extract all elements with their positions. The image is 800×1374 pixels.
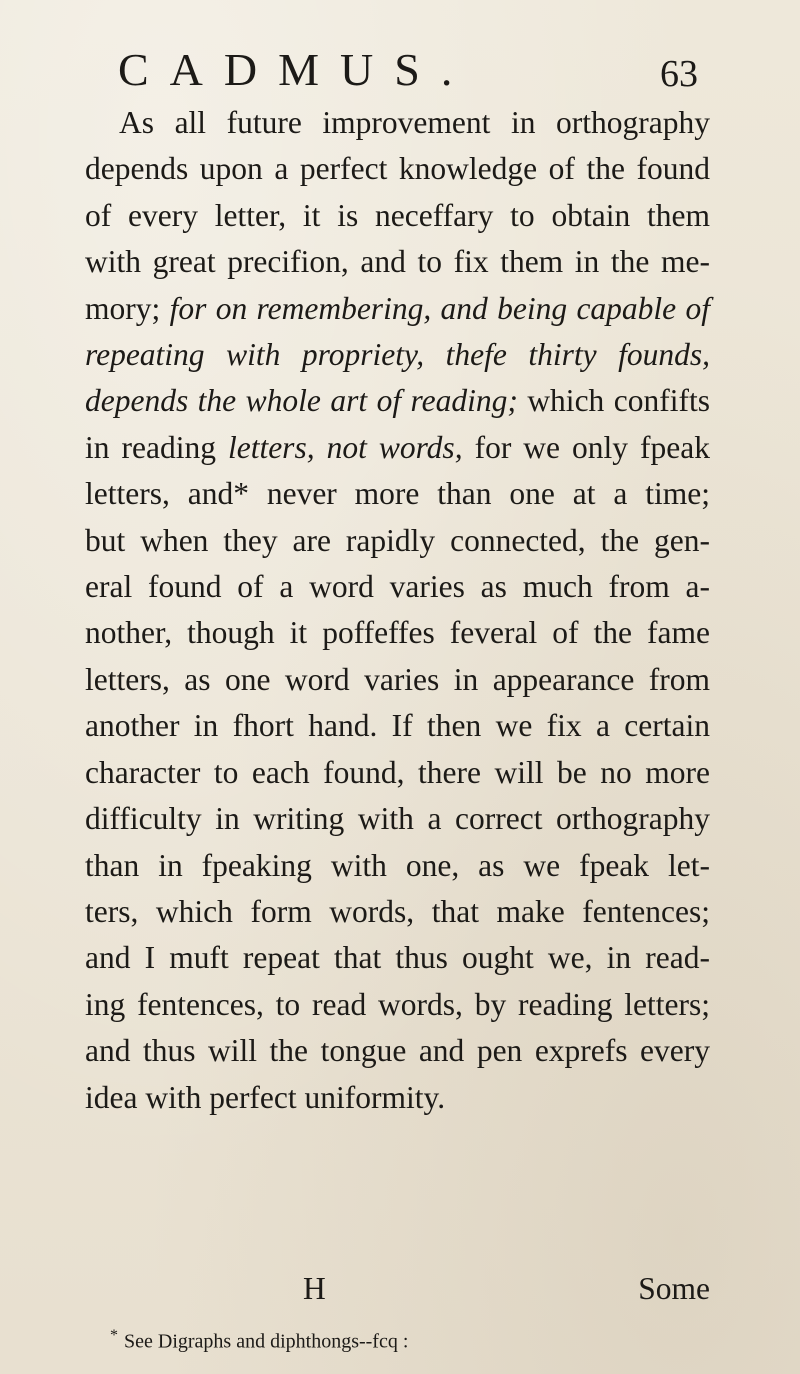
footnote-marker: *	[110, 1327, 118, 1344]
text-line: depends upon a perfect knowledge of the found	[85, 151, 710, 187]
text-line: than in fpeaking with one, as we fpeak let-	[85, 847, 710, 883]
running-head	[118, 40, 698, 100]
text-line: difficulty in writing with a correct orthography	[85, 801, 710, 837]
text-line	[85, 425, 710, 471]
italic-phrase: for on remembering, and being capable of	[169, 290, 711, 326]
text-segment: mory;	[85, 290, 161, 326]
text-line: with great precifion, and to fix them in the me-	[85, 244, 710, 280]
body-paragraph	[85, 100, 710, 1121]
italic-phrase: repeating with propriety, thefe thirty founds,	[85, 337, 710, 373]
text-line: letters, as one word varies in appearance from	[85, 661, 710, 697]
italic-phrase: letters, not words,	[227, 429, 463, 465]
text-line: another in fhort hand. If then we fix a certain	[85, 708, 710, 744]
text-segment: for we only fpeak	[474, 429, 710, 465]
text-line: character to each found, there will be no more	[85, 754, 710, 790]
running-title: CADMUS.	[118, 44, 474, 95]
text-line: but when they are rapidly connected, the gen-	[85, 522, 710, 558]
text-line	[85, 286, 710, 332]
text-line: and I muft repeat that thus ought we, in read-	[85, 940, 710, 976]
signature-mark: H	[303, 1271, 326, 1306]
footnote-text: See Digraphs and diphthongs--fcq :	[124, 1330, 409, 1353]
text-line: idea with perfect uniformity.	[85, 1079, 446, 1115]
text-line	[85, 332, 710, 378]
italic-phrase: depends the whole art of reading;	[85, 383, 518, 419]
text-line: ters, which form words, that make fentences;	[85, 893, 710, 929]
text-segment: which confifts	[527, 383, 710, 419]
text-line: letters, and* never more than one at a time;	[85, 476, 710, 512]
text-line: As all future improvement in orthography	[119, 105, 710, 140]
page-number: 63	[660, 53, 698, 95]
text-line: and thus will the tongue and pen exprefs every	[85, 1033, 710, 1069]
text-line: of every letter, it is neceffary to obtain them	[85, 197, 710, 233]
text-line	[85, 378, 710, 424]
catchword: Some	[638, 1271, 710, 1306]
page-footer	[85, 1264, 710, 1314]
text-line: nother, though it poffeffes feveral of the fame	[85, 615, 710, 651]
footnote	[110, 1322, 408, 1356]
text-segment: in reading	[85, 429, 216, 465]
text-line: ing fentences, to read words, by reading letters;	[85, 986, 710, 1022]
text-line: eral found of a word varies as much from a-	[85, 569, 710, 605]
